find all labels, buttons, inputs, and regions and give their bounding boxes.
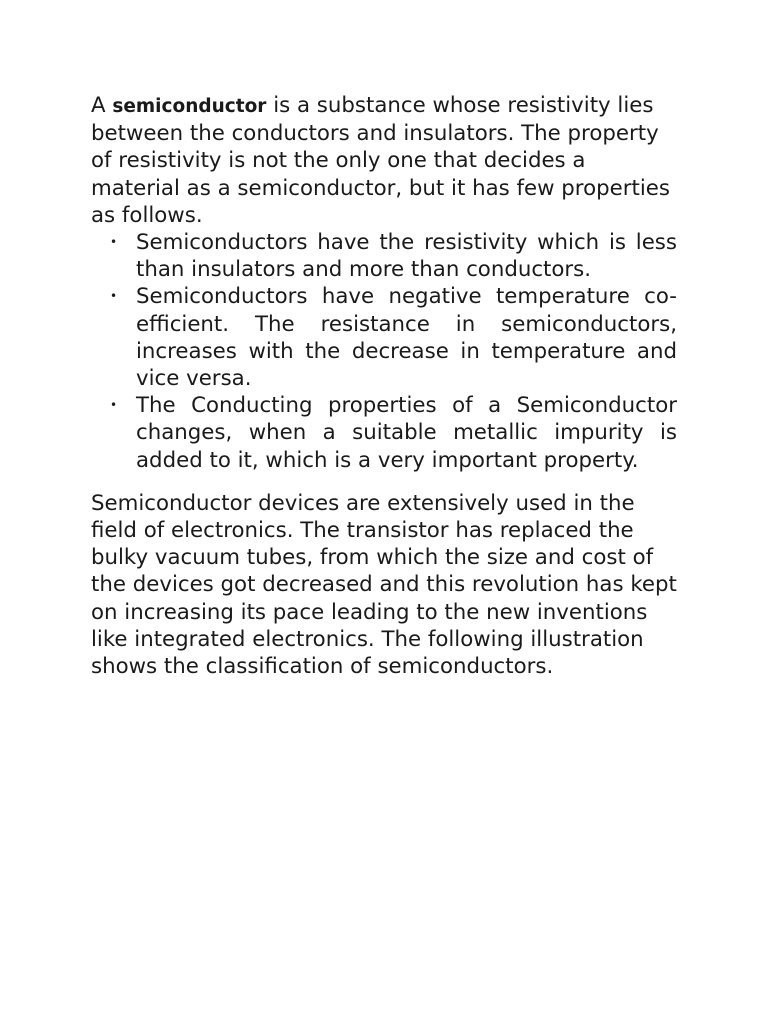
list-item	[110, 392, 677, 474]
closing-paragraph: Semiconductor devices are extensively used in the field of electronics. The transistor has replaced the bulky vacuum tubes, from which the size and cost of the devices got decreased and this revolution has kept on increasing its pace leading to the new inventions like integrated electronics. The following illustration shows the classification of semiconductors.	[91, 490, 677, 680]
intro-rest: is a substance whose resistivity lies between the conductors and insulators. The property of resistivity is not the only one that decides a material as a semiconductor, but it has few properties as follows.	[91, 93, 670, 228]
document-page	[91, 92, 677, 680]
list-item-text: The Conducting properties of a Semiconductor changes, when a suitable metallic impurity is added to it, which is a very important property.	[136, 393, 677, 473]
properties-list	[91, 229, 677, 474]
list-item-text: Semiconductors have negative temperature co-efficient. The resistance in semiconductors, increases with the decrease in temperature and vice versa.	[136, 284, 677, 392]
bullet-icon: •	[110, 289, 118, 304]
bullet-icon: •	[110, 235, 118, 250]
list-item	[110, 229, 677, 283]
intro-prefix: A	[91, 93, 113, 118]
term-semiconductor: semiconductor	[112, 96, 267, 117]
list-item-text: Semiconductors have the resistivity which is less than insulators and more than conductors.	[136, 230, 677, 283]
intro-paragraph	[91, 92, 677, 229]
bullet-icon: •	[110, 398, 118, 413]
list-item	[110, 283, 677, 392]
